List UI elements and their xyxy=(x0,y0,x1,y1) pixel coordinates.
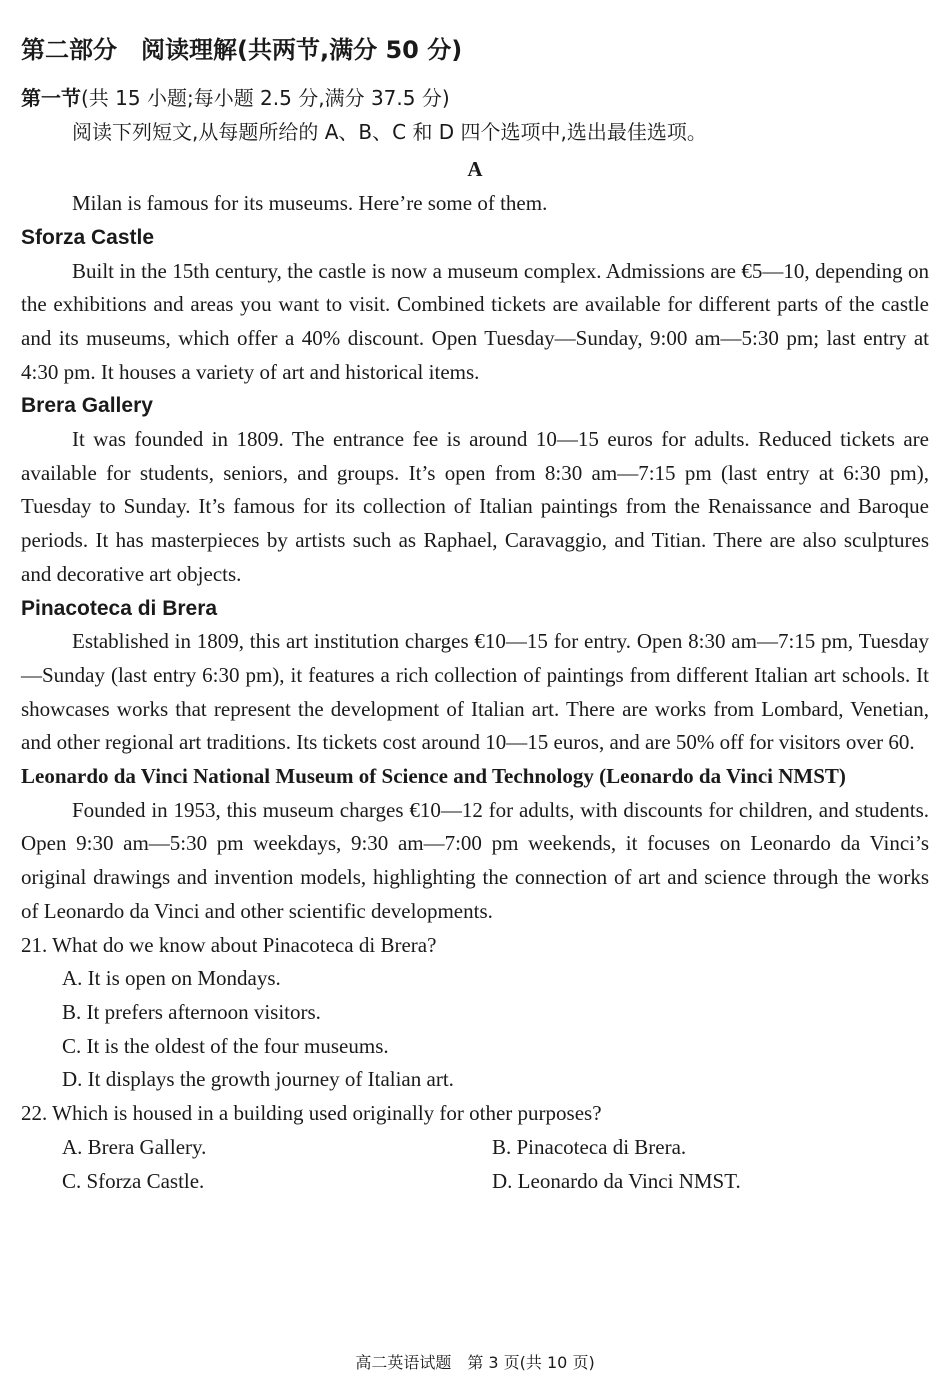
museum-text: Founded in 1953, this museum charges €10—12 for adults, with discounts for children, and students. Open 9:30 am—5:30 pm weekdays, 9:30 am—7:00 pm weekends, it focuses on Leonardo da Vinci’s original drawings and invention models, highlighting the connection of art and science through the works of Leonardo da Vinci and other scientific developments. xyxy=(21,797,929,923)
museum-text: It was founded in 1809. The entrance fee is around 10—15 euros for adults. Reduced tickets are available for students, seniors, and groups. It’s open from 8:30 am—7:15 pm (last entry at 6:30 pm), Tuesday to Sunday. It’s famous for its collection of Italian paintings from the Renaissance and Baroque periods. It has masterpieces by artists such as Raphael, Caravaggio, and Titian. There are also sculptures and decorative art objects. xyxy=(21,427,929,586)
museum-title: Brera Gallery xyxy=(21,394,153,418)
passage-intro: Milan is famous for its museums. Here’re some of them. xyxy=(72,191,548,216)
question-22 xyxy=(21,1097,929,1198)
option-b: B. Pinacoteca di Brera. xyxy=(492,1134,687,1159)
option-a: A. It is open on Mondays. xyxy=(62,966,281,991)
museum-title: Leonardo da Vinci National Museum of Science and Technology (Leonardo da Vinci NMST) xyxy=(21,764,846,789)
exam-page xyxy=(21,30,929,1198)
option-d: D. It displays the growth journey of Italian art. xyxy=(62,1067,454,1092)
section-title: 第一节 xyxy=(21,86,81,110)
option-b: B. It prefers afternoon visitors. xyxy=(62,999,321,1024)
passage-label: A xyxy=(467,157,483,182)
section-heading xyxy=(21,82,929,116)
option-d: D. Leonardo da Vinci NMST. xyxy=(492,1168,741,1193)
question-stem: 21. What do we know about Pinacoteca di Brera? xyxy=(21,932,437,957)
question-21 xyxy=(21,929,929,1098)
museum-title: Pinacoteca di Brera xyxy=(21,596,218,620)
page-footer: 高二英语试题 第 3 页(共 10 页) xyxy=(355,1353,595,1372)
question-stem: 22. Which is housed in a building used originally for other purposes? xyxy=(21,1101,602,1126)
instruction: 阅读下列短文,从每题所给的 A、B、C 和 D 四个选项中,选出最佳选项。 xyxy=(72,119,707,144)
option-c: C. Sforza Castle. xyxy=(62,1168,205,1193)
section-info: (共 15 小题;每小题 2.5 分,满分 37.5 分) xyxy=(81,86,450,110)
museum-text: Built in the 15th century, the castle is now a museum complex. Admissions are €5—10, depending on the exhibitions and areas you want to visit. Combined tickets are available for different parts of the castle and its museums, which offer a 40% discount. Open Tuesday—Sunday, 9:00 am—5:30 pm; last entry at 4:30 pm. It houses a variety of art and historical items. xyxy=(21,258,929,384)
option-c: C. It is the oldest of the four museums. xyxy=(62,1033,389,1058)
option-a: A. Brera Gallery. xyxy=(62,1134,207,1159)
museum-text: Established in 1809, this art institution charges €10—15 for entry. Open 8:30 am—7:15 pm, Tuesday—Sunday (last entry 6:30 pm), it features a rich collection of paintings from different Italian art schools. It showcases works that represent the development of Italian art. There are works from Lombard, Venetian, and other regional art traditions. Its tickets cost around 10—15 euros, and are 50% off for visitors over 60. xyxy=(21,629,929,755)
part-title: 第二部分 阅读理解(共两节,满分 50 分) xyxy=(21,36,463,64)
museum-title: Sforza Castle xyxy=(21,225,155,249)
